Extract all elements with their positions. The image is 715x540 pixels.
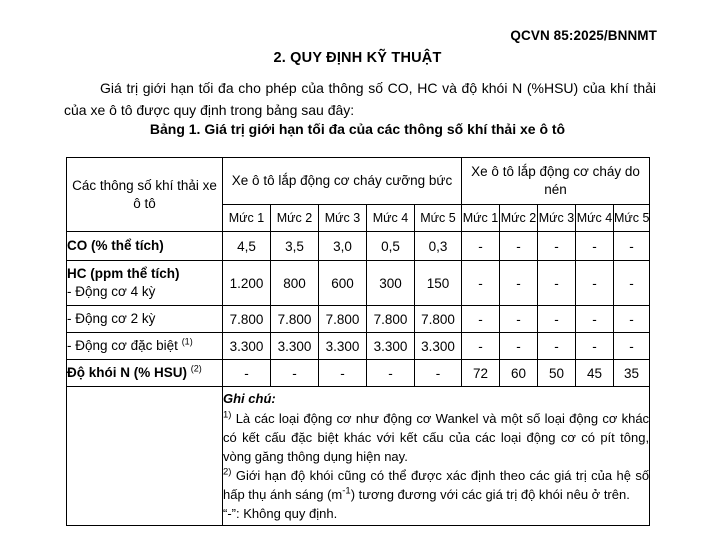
footnote-marker-2: (2)	[190, 363, 202, 374]
intro-text: Giá trị giới hạn tối đa cho phép của thông số CO, HC và độ khói N (%HSU) của khí thải của xe ô tô được quy định trong bảng sau đây:	[64, 80, 656, 118]
table-header-row-groups	[67, 158, 650, 205]
cell-smoke-spark-3: -	[319, 360, 367, 387]
header-level-spark-1: Mức 1	[223, 205, 271, 232]
cell-smoke-spark-2: -	[271, 360, 319, 387]
note-3: “-”: Không quy định.	[223, 506, 338, 521]
cell-co-compression-3: -	[538, 232, 576, 261]
cell-smoke-spark-5: -	[415, 360, 462, 387]
cell-co-spark-4: 0,5	[367, 232, 415, 261]
cell-hc4-spark-1: 1.200	[223, 261, 271, 306]
row-label-hc-sub: - Động cơ 4 kỳ	[67, 284, 156, 299]
table-row	[67, 306, 650, 333]
cell-hcsp-spark-1: 3.300	[223, 333, 271, 360]
row-label-hc	[67, 261, 223, 306]
table-notes	[223, 387, 650, 526]
cell-hc4-spark-3: 600	[319, 261, 367, 306]
table-caption: Bảng 1. Giá trị giới hạn tối đa của các thông số khí thải xe ô tô	[149, 121, 566, 137]
cell-hc2-compression-2: -	[500, 306, 538, 333]
header-level-spark-3: Mức 3	[319, 205, 367, 232]
note-2	[223, 466, 649, 504]
table-row	[67, 261, 650, 306]
row-label-engine-special-text: - Động cơ đặc biệt	[67, 338, 178, 353]
cell-hc2-compression-3: -	[538, 306, 576, 333]
cell-hc4-spark-2: 800	[271, 261, 319, 306]
note-2-text-part2: ) tương đương với các giá trị độ khói nêu ở trên.	[350, 487, 630, 502]
footnote-marker-1: (1)	[181, 336, 193, 347]
header-level-compression-4: Mức 4	[576, 205, 614, 232]
cell-hcsp-spark-5: 3.300	[415, 333, 462, 360]
row-label-smoke	[67, 360, 223, 387]
cell-hc4-spark-4: 300	[367, 261, 415, 306]
cell-hcsp-compression-3: -	[538, 333, 576, 360]
header-level-compression-5: Mức 5	[614, 205, 650, 232]
cell-co-spark-1: 4,5	[223, 232, 271, 261]
cell-hcsp-compression-5: -	[614, 333, 650, 360]
table-row	[67, 360, 650, 387]
notes-title: Ghi chú:	[223, 391, 276, 406]
cell-co-compression-2: -	[500, 232, 538, 261]
cell-smoke-compression-3: 50	[538, 360, 576, 387]
header-level-spark-5: Mức 5	[415, 205, 462, 232]
cell-hc4-compression-3: -	[538, 261, 576, 306]
cell-hcsp-compression-4: -	[576, 333, 614, 360]
note-1	[223, 409, 649, 466]
cell-hcsp-spark-3: 3.300	[319, 333, 367, 360]
header-level-compression-2: Mức 2	[500, 205, 538, 232]
header-group-compression: Xe ô tô lắp động cơ cháy do nén	[462, 158, 650, 205]
cell-smoke-compression-2: 60	[500, 360, 538, 387]
cell-hc2-spark-2: 7.800	[271, 306, 319, 333]
cell-hcsp-spark-2: 3.300	[271, 333, 319, 360]
cell-co-spark-2: 3,5	[271, 232, 319, 261]
document-code: QCVN 85:2025/BNNMT	[510, 28, 657, 43]
cell-hc4-compression-1: -	[462, 261, 500, 306]
cell-co-spark-5: 0,3	[415, 232, 462, 261]
cell-hc2-spark-3: 7.800	[319, 306, 367, 333]
emissions-table-wrapper	[66, 157, 649, 526]
cell-smoke-compression-4: 45	[576, 360, 614, 387]
cell-hc2-spark-4: 7.800	[367, 306, 415, 333]
intro-paragraph	[64, 77, 656, 121]
cell-hc2-spark-5: 7.800	[415, 306, 462, 333]
cell-co-spark-3: 3,0	[319, 232, 367, 261]
row-label-engine-special	[67, 333, 223, 360]
cell-hc4-compression-5: -	[614, 261, 650, 306]
table-notes-row	[67, 387, 650, 526]
row-label-hc-title: HC (ppm thể tích)	[67, 266, 180, 281]
note-2-marker: 2)	[223, 466, 232, 478]
cell-smoke-spark-1: -	[223, 360, 271, 387]
notes-empty-cell	[67, 387, 223, 526]
cell-hcsp-spark-4: 3.300	[367, 333, 415, 360]
section-title: 2. QUY ĐỊNH KỸ THUẬT	[273, 50, 442, 66]
cell-hc2-spark-1: 7.800	[223, 306, 271, 333]
row-label-engine-2stroke: - Động cơ 2 kỳ	[67, 306, 223, 333]
cell-hc2-compression-1: -	[462, 306, 500, 333]
cell-hc2-compression-4: -	[576, 306, 614, 333]
note-2-text-part1: Giới hạn độ khói cũng có thể được xác định theo các giá trị của hệ số hấp thụ ánh sáng (m	[223, 468, 650, 502]
cell-co-compression-4: -	[576, 232, 614, 261]
note-2-exponent: -1	[342, 485, 351, 497]
header-level-compression-1: Mức 1	[462, 205, 500, 232]
header-level-spark-2: Mức 2	[271, 205, 319, 232]
cell-hcsp-compression-1: -	[462, 333, 500, 360]
header-param-column: Các thông số khí thải xe ô tô	[67, 158, 223, 232]
header-level-spark-4: Mức 4	[367, 205, 415, 232]
cell-smoke-compression-5: 35	[614, 360, 650, 387]
cell-smoke-compression-1: 72	[462, 360, 500, 387]
cell-hcsp-compression-2: -	[500, 333, 538, 360]
row-label-smoke-text: Độ khói N (% HSU)	[67, 365, 187, 380]
emissions-limits-table	[66, 157, 650, 526]
note-1-marker: 1)	[223, 409, 232, 421]
cell-co-compression-1: -	[462, 232, 500, 261]
cell-hc2-compression-5: -	[614, 306, 650, 333]
cell-hc4-compression-4: -	[576, 261, 614, 306]
row-label-co: CO (% thể tích)	[67, 232, 223, 261]
header-group-spark: Xe ô tô lắp động cơ cháy cưỡng bức	[223, 158, 462, 205]
header-level-compression-3: Mức 3	[538, 205, 576, 232]
note-1-text: Là các loại động cơ như động cơ Wankel và một số loại động cơ khác có kết cấu đặc biệt khác với kết cấu của các loại động cơ có pít tông, vòng găng thông dụng hiện nay.	[223, 411, 650, 464]
cell-hc4-compression-2: -	[500, 261, 538, 306]
cell-smoke-spark-4: -	[367, 360, 415, 387]
cell-co-compression-5: -	[614, 232, 650, 261]
table-row	[67, 333, 650, 360]
table-row	[67, 232, 650, 261]
cell-hc4-spark-5: 150	[415, 261, 462, 306]
